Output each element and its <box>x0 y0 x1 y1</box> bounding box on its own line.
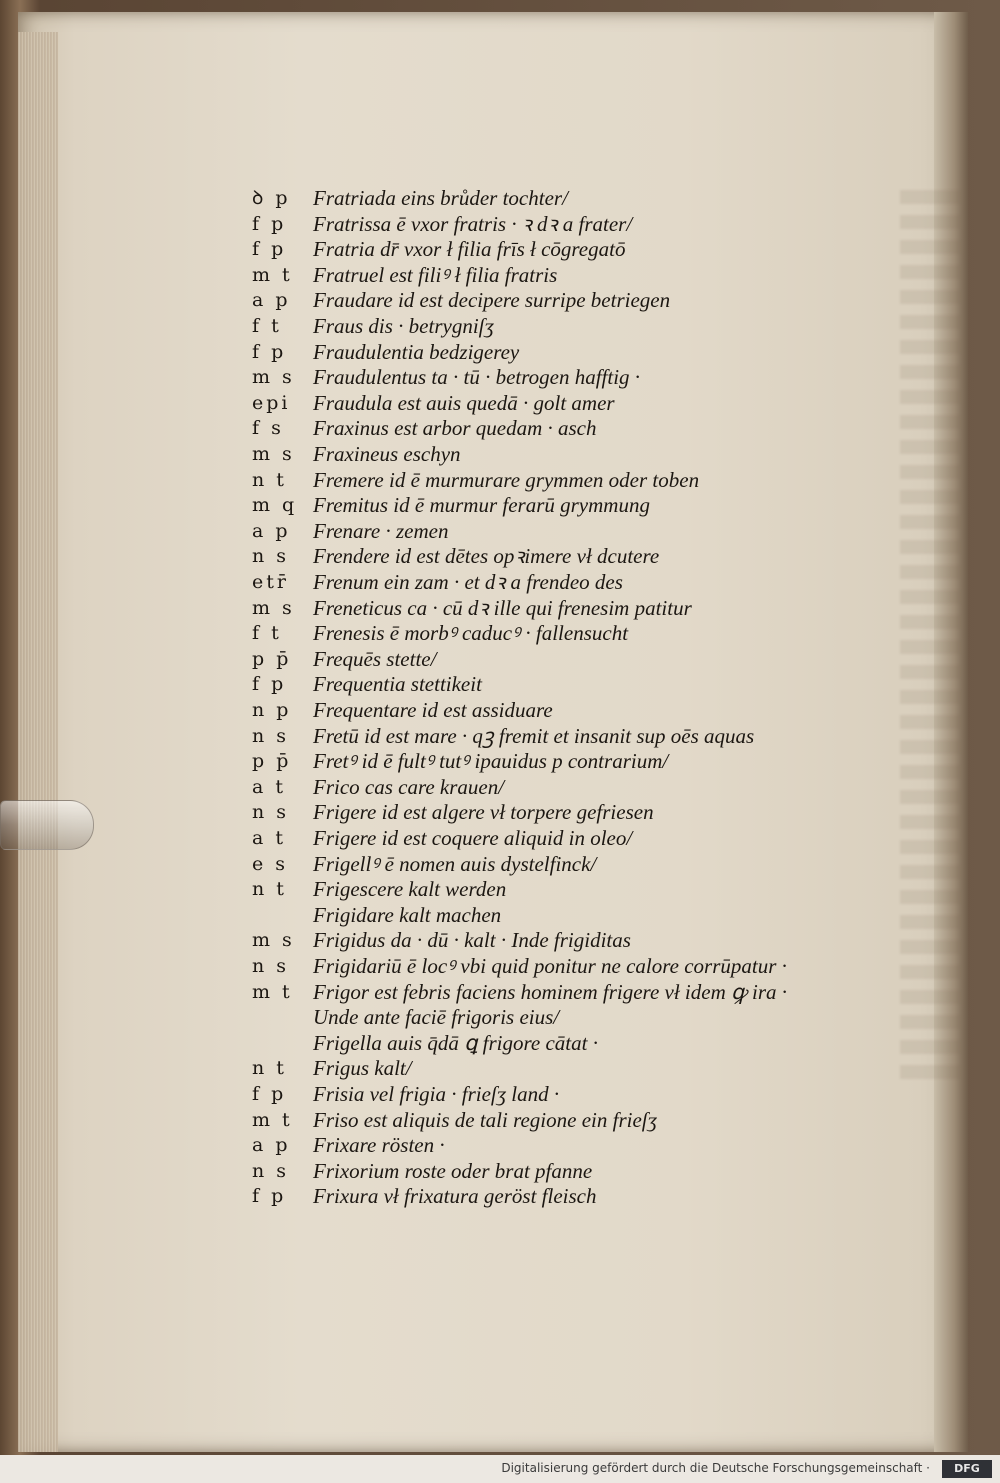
entry-text: Frigere id est algere vł torpere gefriesen <box>313 800 654 824</box>
grammar-marker: f t <box>252 315 282 337</box>
entry-text: Frenare · zemen <box>313 519 449 543</box>
grammar-marker: m s <box>252 366 295 388</box>
entry-row <box>0 826 1000 850</box>
entry-text: Fratruel est filiꝰ ł filia fratris <box>313 263 558 287</box>
entry-row <box>0 1108 1000 1132</box>
grammar-marker: n t <box>252 469 287 491</box>
entry-text: Frixura vł frixatura geröst fleisch <box>313 1184 597 1208</box>
entry-text: Fretū id est mare · qꝫ fremit et insanit sup oēs aquas <box>313 724 755 748</box>
entry-text: Fratriada eins brůder tochter/ <box>313 186 568 210</box>
entry-row <box>0 672 1000 696</box>
grammar-marker: e s <box>252 853 289 875</box>
entry-text: Frigidus da · dū · kalt · Inde frigiditas <box>313 928 631 952</box>
entry-text: Fratrissa ē vxor fratris · ꝛ dꝛ a frater/ <box>313 212 633 236</box>
entry-row <box>0 877 1000 901</box>
entry-row <box>0 724 1000 748</box>
entry-text: Fraudula est auis quedā · golt amer <box>313 391 615 415</box>
grammar-marker: a p <box>252 289 291 311</box>
entry-row <box>0 212 1000 236</box>
grammar-marker: ꝺ p <box>252 187 291 209</box>
entry-text: Frigus kalt/ <box>313 1056 412 1080</box>
grammar-marker: f p <box>252 213 287 235</box>
entry-row <box>0 800 1000 824</box>
entry-row <box>0 1082 1000 1106</box>
grammar-marker: n t <box>252 1057 287 1079</box>
entry-row <box>0 544 1000 568</box>
entry-row <box>0 621 1000 645</box>
grammar-marker: n s <box>252 545 290 567</box>
entry-row <box>0 647 1000 671</box>
entry-row <box>0 263 1000 287</box>
grammar-marker: a p <box>252 1134 291 1156</box>
entry-row <box>0 468 1000 492</box>
entry-row <box>0 416 1000 440</box>
entry-row <box>0 749 1000 773</box>
grammar-marker: a t <box>252 827 287 849</box>
entry-text: Frixorium roste oder brat pfanne <box>313 1159 593 1183</box>
entry-row <box>0 340 1000 364</box>
grammar-marker: f s <box>252 417 284 439</box>
entry-row <box>0 519 1000 543</box>
grammar-marker: epi <box>252 392 291 414</box>
entry-text: Frequentare id est assiduare <box>313 698 553 722</box>
entry-text: Frigellꝰ ē nomen auis dystelfinck/ <box>313 852 597 876</box>
entry-text: Frenum ein zam · et dꝛ a frendeo des <box>313 570 623 594</box>
grammar-marker: f t <box>252 622 282 644</box>
entry-row <box>0 493 1000 517</box>
entry-row <box>0 391 1000 415</box>
dfg-logo: DFG <box>942 1460 992 1478</box>
grammar-marker: n s <box>252 1160 290 1182</box>
entry-text: Fraudare id est decipere surripe betriegen <box>313 288 671 312</box>
entry-row <box>0 698 1000 722</box>
entry-text: Frigere id est coquere aliquid in oleo/ <box>313 826 633 850</box>
entry-text: Fremere id ē murmurare grymmen oder toben <box>313 468 700 492</box>
entry-text: Fraudulentia bedzigerey <box>313 340 520 364</box>
entry-row <box>0 570 1000 594</box>
entry-row <box>0 775 1000 799</box>
entry-text: Frigella auis q̄dā ꝗ frigore cātat · <box>313 1031 598 1055</box>
entry-row <box>0 1056 1000 1080</box>
entry-row <box>0 442 1000 466</box>
entry-text: Frigor est febris faciens hominem frigere vł idem ꝙ ira · <box>313 980 788 1004</box>
entry-text: Frequentia stettikeit <box>313 672 482 696</box>
entry-text: Frisia vel frigia · frieſʒ land · <box>313 1082 560 1106</box>
entry-text: Frixare rösten · <box>313 1133 445 1157</box>
entry-row <box>0 1159 1000 1183</box>
footer-bar <box>0 1455 1000 1483</box>
grammar-marker: f p <box>252 238 287 260</box>
entry-text: Frigidare kalt machen <box>313 903 502 927</box>
grammar-marker: m s <box>252 929 295 951</box>
grammar-marker: m t <box>252 981 293 1003</box>
entry-text: Fraudulentus ta · tū · betrogen hafftig · <box>313 365 641 389</box>
entry-row <box>0 288 1000 312</box>
entry-row <box>0 1031 1000 1055</box>
grammar-marker: f p <box>252 1083 287 1105</box>
entry-row <box>0 365 1000 389</box>
grammar-marker: etr̄ <box>252 571 289 593</box>
entry-text: Fraus dis · betrygniſʒ <box>313 314 494 338</box>
entry-text: Frequēs stette/ <box>313 647 437 671</box>
entry-text: Unde ante faciē frigoris eius/ <box>313 1005 560 1029</box>
entry-row <box>0 1005 1000 1029</box>
grammar-marker: n t <box>252 878 287 900</box>
grammar-marker: n s <box>252 801 290 823</box>
grammar-marker: f p <box>252 673 287 695</box>
entry-row <box>0 1184 1000 1208</box>
grammar-marker: p p̄ <box>252 750 292 772</box>
grammar-marker: n s <box>252 955 290 977</box>
grammar-marker: m q <box>252 494 298 516</box>
grammar-marker: m t <box>252 264 293 286</box>
entry-row <box>0 186 1000 210</box>
grammar-marker: a t <box>252 776 287 798</box>
entry-row <box>0 903 1000 927</box>
entry-text: Fraxineus eschyn <box>313 442 461 466</box>
entry-row <box>0 980 1000 1004</box>
entry-row <box>0 596 1000 620</box>
grammar-marker: n s <box>252 725 290 747</box>
grammar-marker: m s <box>252 443 295 465</box>
grammar-marker: p p̄ <box>252 648 292 670</box>
entry-text: Freneticus ca · cū dꝛ ille qui frenesim patitur <box>313 596 692 620</box>
entry-text: Frigescere kalt werden <box>313 877 507 901</box>
entry-row <box>0 852 1000 876</box>
entry-text: Frigidariū ē locꝰ vbi quid ponitur ne calore corrūpatur · <box>313 954 787 978</box>
entry-row <box>0 954 1000 978</box>
entry-text: Frenesis ē morbꝰ caducꝰ · fallensucht <box>313 621 629 645</box>
entry-text: Fraxinus est arbor quedam · asch <box>313 416 597 440</box>
entry-row <box>0 1133 1000 1157</box>
footer-credit: Digitalisierung gefördert durch die Deutsche Forschungsgemeinschaft · <box>501 1461 930 1475</box>
grammar-marker: n p <box>252 699 292 721</box>
entry-text: Frico cas care krauen/ <box>313 775 505 799</box>
entry-text: Fratria dr̄ vxor ł filia frīs ł cōgregatō <box>313 237 626 261</box>
entry-text: Fremitus id ē murmur ferarū grymmung <box>313 493 650 517</box>
entry-text: Frendere id est dētes opꝛimere vł dcutere <box>313 544 660 568</box>
grammar-marker: f p <box>252 1185 287 1207</box>
entry-text: Fretꝰ id ē fultꝰ tutꝰ ipauidus p contrarium/ <box>313 749 669 773</box>
grammar-marker: m s <box>252 597 295 619</box>
grammar-marker: m t <box>252 1109 293 1131</box>
entry-row <box>0 314 1000 338</box>
entry-text: Friso est aliquis de tali regione ein frieſʒ <box>313 1108 657 1132</box>
entry-row <box>0 237 1000 261</box>
grammar-marker: f p <box>252 341 287 363</box>
entry-row <box>0 928 1000 952</box>
grammar-marker: a p <box>252 520 291 542</box>
